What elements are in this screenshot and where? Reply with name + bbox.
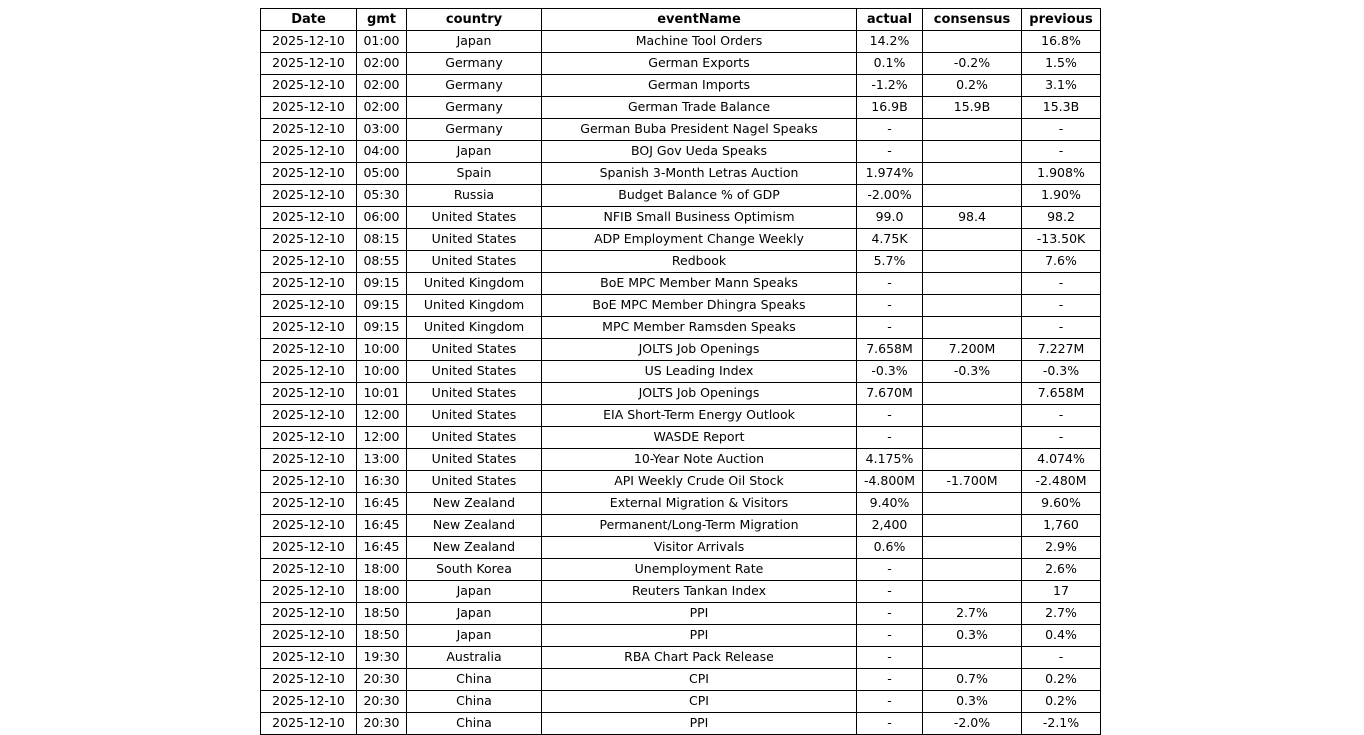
cell-consensus [923,581,1022,603]
cell-consensus: 2.7% [923,603,1022,625]
cell-gmt: 12:00 [357,427,407,449]
table-row [261,31,1101,53]
table-row [261,559,1101,581]
cell-previous: - [1022,119,1101,141]
table-row [261,625,1101,647]
table-row [261,273,1101,295]
cell-consensus: -0.2% [923,53,1022,75]
table-row [261,603,1101,625]
cell-event-name: Budget Balance % of GDP [542,185,857,207]
cell-previous: 1.90% [1022,185,1101,207]
cell-date: 2025-12-10 [261,405,357,427]
cell-event-name: Spanish 3-Month Letras Auction [542,163,857,185]
cell-event-name: Redbook [542,251,857,273]
cell-actual: - [857,119,923,141]
cell-previous: 1.908% [1022,163,1101,185]
cell-previous: 16.8% [1022,31,1101,53]
cell-gmt: 18:50 [357,603,407,625]
cell-country: United States [407,471,542,493]
cell-gmt: 10:00 [357,339,407,361]
cell-consensus [923,317,1022,339]
cell-previous: - [1022,273,1101,295]
cell-consensus: 15.9B [923,97,1022,119]
table-row [261,449,1101,471]
cell-previous: 2.6% [1022,559,1101,581]
cell-consensus: 0.3% [923,691,1022,713]
cell-actual: 7.658M [857,339,923,361]
cell-event-name: Permanent/Long-Term Migration [542,515,857,537]
cell-actual: - [857,559,923,581]
cell-previous: 15.3B [1022,97,1101,119]
cell-country: Russia [407,185,542,207]
cell-actual: -4.800M [857,471,923,493]
cell-previous: -0.3% [1022,361,1101,383]
cell-actual: 1.974% [857,163,923,185]
cell-actual: - [857,427,923,449]
cell-gmt: 13:00 [357,449,407,471]
cell-event-name: German Buba President Nagel Speaks [542,119,857,141]
cell-event-name: BoE MPC Member Dhingra Speaks [542,295,857,317]
cell-actual: 99.0 [857,207,923,229]
table-row [261,163,1101,185]
cell-event-name: CPI [542,669,857,691]
cell-gmt: 05:00 [357,163,407,185]
column-header-date: Date [261,9,357,31]
cell-actual: - [857,647,923,669]
cell-date: 2025-12-10 [261,53,357,75]
cell-consensus [923,251,1022,273]
cell-gmt: 06:00 [357,207,407,229]
cell-previous: 1,760 [1022,515,1101,537]
cell-date: 2025-12-10 [261,119,357,141]
cell-consensus [923,185,1022,207]
cell-gmt: 02:00 [357,53,407,75]
cell-actual: - [857,295,923,317]
cell-date: 2025-12-10 [261,163,357,185]
cell-date: 2025-12-10 [261,625,357,647]
cell-country: United Kingdom [407,295,542,317]
table-row [261,669,1101,691]
cell-gmt: 12:00 [357,405,407,427]
cell-event-name: Machine Tool Orders [542,31,857,53]
cell-date: 2025-12-10 [261,669,357,691]
cell-country: United States [407,427,542,449]
column-header-event-name: eventName [542,9,857,31]
cell-consensus: 7.200M [923,339,1022,361]
table-row [261,581,1101,603]
cell-actual: 9.40% [857,493,923,515]
cell-actual: 4.175% [857,449,923,471]
cell-gmt: 18:00 [357,581,407,603]
cell-consensus [923,31,1022,53]
cell-previous: 0.4% [1022,625,1101,647]
cell-date: 2025-12-10 [261,185,357,207]
cell-country: Germany [407,97,542,119]
cell-country: United States [407,361,542,383]
cell-gmt: 16:45 [357,537,407,559]
cell-country: China [407,669,542,691]
cell-country: United States [407,405,542,427]
cell-actual: 7.670M [857,383,923,405]
table-row [261,317,1101,339]
cell-event-name: RBA Chart Pack Release [542,647,857,669]
cell-consensus [923,449,1022,471]
cell-date: 2025-12-10 [261,251,357,273]
cell-date: 2025-12-10 [261,339,357,361]
cell-date: 2025-12-10 [261,207,357,229]
cell-gmt: 08:55 [357,251,407,273]
cell-country: United States [407,449,542,471]
cell-date: 2025-12-10 [261,537,357,559]
cell-actual: 2,400 [857,515,923,537]
cell-gmt: 20:30 [357,691,407,713]
cell-consensus: 0.7% [923,669,1022,691]
cell-actual: 0.1% [857,53,923,75]
cell-date: 2025-12-10 [261,273,357,295]
column-header-gmt: gmt [357,9,407,31]
table-row [261,97,1101,119]
cell-date: 2025-12-10 [261,449,357,471]
cell-country: Japan [407,625,542,647]
cell-event-name: US Leading Index [542,361,857,383]
cell-event-name: German Imports [542,75,857,97]
cell-date: 2025-12-10 [261,97,357,119]
cell-consensus [923,141,1022,163]
cell-date: 2025-12-10 [261,361,357,383]
cell-previous: 0.2% [1022,669,1101,691]
cell-country: China [407,691,542,713]
cell-consensus [923,119,1022,141]
cell-previous: - [1022,647,1101,669]
cell-country: United Kingdom [407,273,542,295]
cell-previous: - [1022,295,1101,317]
cell-date: 2025-12-10 [261,75,357,97]
cell-event-name: PPI [542,603,857,625]
cell-event-name: MPC Member Ramsden Speaks [542,317,857,339]
cell-consensus [923,427,1022,449]
cell-date: 2025-12-10 [261,493,357,515]
cell-event-name: Unemployment Rate [542,559,857,581]
cell-previous: 2.9% [1022,537,1101,559]
cell-actual: -1.2% [857,75,923,97]
economic-calendar-table-wrapper [260,8,1101,735]
cell-previous: 9.60% [1022,493,1101,515]
cell-gmt: 19:30 [357,647,407,669]
table-row [261,691,1101,713]
cell-country: China [407,713,542,735]
cell-consensus [923,647,1022,669]
table-row [261,405,1101,427]
cell-gmt: 10:01 [357,383,407,405]
table-row [261,427,1101,449]
cell-country: South Korea [407,559,542,581]
cell-previous: -13.50K [1022,229,1101,251]
cell-actual: -0.3% [857,361,923,383]
cell-event-name: CPI [542,691,857,713]
cell-previous: - [1022,141,1101,163]
cell-gmt: 09:15 [357,317,407,339]
cell-gmt: 16:45 [357,493,407,515]
cell-consensus: -1.700M [923,471,1022,493]
table-row [261,119,1101,141]
column-header-country: country [407,9,542,31]
cell-event-name: JOLTS Job Openings [542,383,857,405]
cell-date: 2025-12-10 [261,515,357,537]
cell-event-name: ADP Employment Change Weekly [542,229,857,251]
cell-country: United States [407,251,542,273]
cell-previous: - [1022,427,1101,449]
cell-date: 2025-12-10 [261,317,357,339]
cell-country: New Zealand [407,493,542,515]
cell-actual: - [857,273,923,295]
cell-previous: - [1022,405,1101,427]
table-row [261,75,1101,97]
cell-actual: - [857,669,923,691]
cell-date: 2025-12-10 [261,31,357,53]
column-header-actual: actual [857,9,923,31]
cell-actual: - [857,691,923,713]
cell-consensus [923,163,1022,185]
cell-previous: 4.074% [1022,449,1101,471]
cell-consensus: -2.0% [923,713,1022,735]
cell-date: 2025-12-10 [261,559,357,581]
cell-gmt: 09:15 [357,273,407,295]
cell-country: New Zealand [407,515,542,537]
cell-gmt: 16:30 [357,471,407,493]
cell-country: Germany [407,119,542,141]
cell-event-name: NFIB Small Business Optimism [542,207,857,229]
cell-date: 2025-12-10 [261,295,357,317]
cell-country: New Zealand [407,537,542,559]
cell-country: Germany [407,75,542,97]
cell-country: Japan [407,141,542,163]
cell-gmt: 10:00 [357,361,407,383]
cell-previous: 7.6% [1022,251,1101,273]
table-row [261,53,1101,75]
cell-event-name: External Migration & Visitors [542,493,857,515]
cell-country: United States [407,383,542,405]
cell-event-name: EIA Short-Term Energy Outlook [542,405,857,427]
cell-event-name: PPI [542,625,857,647]
cell-date: 2025-12-10 [261,691,357,713]
cell-previous: 98.2 [1022,207,1101,229]
cell-event-name: API Weekly Crude Oil Stock [542,471,857,493]
cell-actual: - [857,405,923,427]
cell-previous: 2.7% [1022,603,1101,625]
table-row [261,383,1101,405]
cell-consensus [923,493,1022,515]
cell-date: 2025-12-10 [261,471,357,493]
economic-calendar-table [260,8,1101,735]
cell-consensus [923,273,1022,295]
cell-previous: 7.658M [1022,383,1101,405]
cell-consensus: 98.4 [923,207,1022,229]
cell-event-name: BoE MPC Member Mann Speaks [542,273,857,295]
cell-date: 2025-12-10 [261,713,357,735]
cell-country: United States [407,207,542,229]
cell-gmt: 01:00 [357,31,407,53]
cell-date: 2025-12-10 [261,229,357,251]
cell-date: 2025-12-10 [261,141,357,163]
cell-country: Japan [407,603,542,625]
cell-event-name: JOLTS Job Openings [542,339,857,361]
cell-previous: 0.2% [1022,691,1101,713]
cell-previous: 3.1% [1022,75,1101,97]
cell-consensus [923,405,1022,427]
cell-actual: - [857,581,923,603]
cell-event-name: WASDE Report [542,427,857,449]
cell-gmt: 04:00 [357,141,407,163]
cell-actual: - [857,317,923,339]
cell-gmt: 02:00 [357,97,407,119]
cell-country: United States [407,229,542,251]
cell-country: Japan [407,581,542,603]
cell-country: United States [407,339,542,361]
cell-actual: 0.6% [857,537,923,559]
cell-actual: - [857,141,923,163]
table-body [261,31,1101,735]
table-row [261,713,1101,735]
cell-actual: 14.2% [857,31,923,53]
cell-actual: -2.00% [857,185,923,207]
table-row [261,229,1101,251]
table-row [261,537,1101,559]
cell-country: Japan [407,31,542,53]
cell-country: Spain [407,163,542,185]
table-row [261,141,1101,163]
table-row [261,647,1101,669]
cell-country: Australia [407,647,542,669]
table-row [261,295,1101,317]
column-header-consensus: consensus [923,9,1022,31]
cell-event-name: German Trade Balance [542,97,857,119]
cell-date: 2025-12-10 [261,647,357,669]
cell-gmt: 08:15 [357,229,407,251]
cell-event-name: 10-Year Note Auction [542,449,857,471]
cell-event-name: PPI [542,713,857,735]
table-row [261,493,1101,515]
table-row [261,207,1101,229]
cell-gmt: 20:30 [357,669,407,691]
cell-event-name: German Exports [542,53,857,75]
cell-date: 2025-12-10 [261,581,357,603]
cell-event-name: BOJ Gov Ueda Speaks [542,141,857,163]
cell-actual: - [857,625,923,647]
cell-country: Germany [407,53,542,75]
table-row [261,361,1101,383]
table-header-row [261,9,1101,31]
cell-country: United Kingdom [407,317,542,339]
cell-consensus: 0.2% [923,75,1022,97]
cell-date: 2025-12-10 [261,383,357,405]
cell-previous: 7.227M [1022,339,1101,361]
cell-event-name: Visitor Arrivals [542,537,857,559]
column-header-previous: previous [1022,9,1101,31]
cell-gmt: 18:50 [357,625,407,647]
cell-gmt: 05:30 [357,185,407,207]
cell-consensus: -0.3% [923,361,1022,383]
cell-gmt: 16:45 [357,515,407,537]
cell-gmt: 20:30 [357,713,407,735]
cell-actual: 4.75K [857,229,923,251]
cell-gmt: 03:00 [357,119,407,141]
cell-date: 2025-12-10 [261,427,357,449]
cell-consensus [923,383,1022,405]
cell-previous: 17 [1022,581,1101,603]
cell-gmt: 09:15 [357,295,407,317]
cell-gmt: 02:00 [357,75,407,97]
cell-consensus [923,537,1022,559]
cell-consensus: 0.3% [923,625,1022,647]
cell-date: 2025-12-10 [261,603,357,625]
cell-consensus [923,229,1022,251]
cell-previous: -2.480M [1022,471,1101,493]
table-header [261,9,1101,31]
cell-consensus [923,295,1022,317]
table-row [261,185,1101,207]
cell-previous: - [1022,317,1101,339]
cell-previous: 1.5% [1022,53,1101,75]
cell-event-name: Reuters Tankan Index [542,581,857,603]
cell-gmt: 18:00 [357,559,407,581]
table-row [261,251,1101,273]
cell-consensus [923,559,1022,581]
cell-actual: 16.9B [857,97,923,119]
table-row [261,339,1101,361]
cell-actual: 5.7% [857,251,923,273]
table-row [261,471,1101,493]
cell-consensus [923,515,1022,537]
cell-actual: - [857,603,923,625]
table-row [261,515,1101,537]
cell-previous: -2.1% [1022,713,1101,735]
cell-actual: - [857,713,923,735]
